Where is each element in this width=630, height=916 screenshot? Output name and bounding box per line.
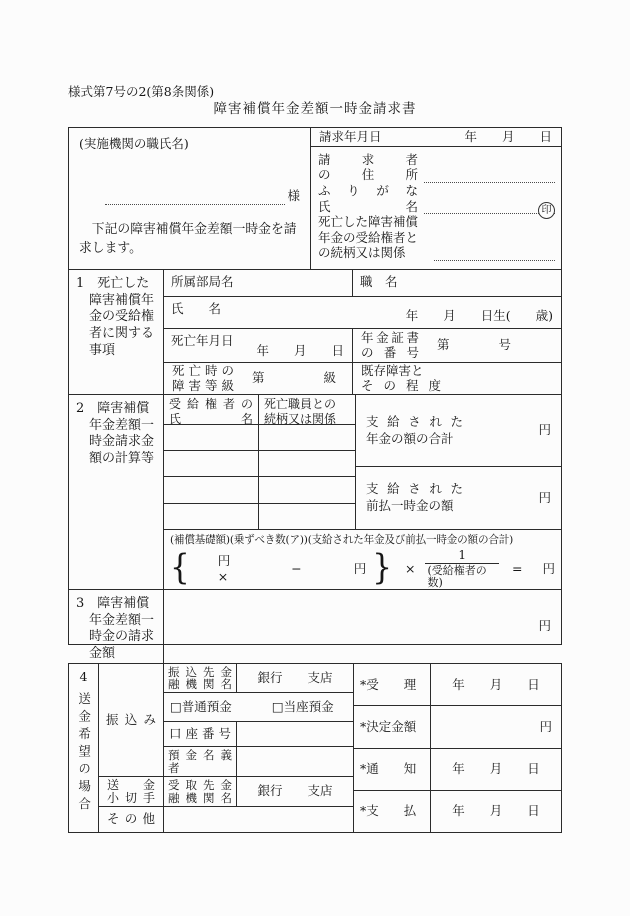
claimant-address-input[interactable] xyxy=(424,170,555,183)
death-date-label: 死亡年月日 xyxy=(171,332,234,348)
claimant-address-field xyxy=(318,152,555,183)
department-label: 所属部局名 xyxy=(164,270,353,296)
death-date-cell xyxy=(164,329,353,362)
other-input[interactable] xyxy=(164,807,353,832)
furikomi-block xyxy=(99,664,353,776)
beneficiary-name-cell[interactable] xyxy=(164,477,259,502)
paid-pension-cell xyxy=(356,395,561,467)
request-statement: 下記の障害補償年金差額一時金を請求します。 xyxy=(79,221,297,257)
disability-grade-cell xyxy=(164,363,353,394)
section1 xyxy=(69,269,561,394)
check-block xyxy=(99,776,353,806)
account-holder-row xyxy=(164,747,353,776)
admin-row-decided-amount: *決定金額 円 xyxy=(354,705,561,747)
formula-cell xyxy=(164,529,561,589)
other-block xyxy=(99,806,353,832)
deceased-name-label: 氏 名 xyxy=(171,301,222,317)
bank-row xyxy=(164,664,353,693)
claimant-address-label: 請求者 の住所 xyxy=(318,151,418,183)
paid-amounts xyxy=(356,395,561,529)
agency-name-row xyxy=(105,188,300,204)
existing-disability-cell xyxy=(353,363,561,394)
section4-label-col xyxy=(69,664,99,832)
brace-close: } xyxy=(372,548,392,589)
seal-mark: 印 xyxy=(538,202,555,219)
paid-pension-label: 支給された 年金の額の合計 xyxy=(366,413,463,446)
beneficiary-name-header: 受給権者の 氏名 xyxy=(164,395,259,424)
beneficiary-row xyxy=(164,424,355,450)
section3 xyxy=(69,589,561,663)
checkbox-ordinary-deposit[interactable]: □普通預金 xyxy=(170,698,232,714)
formula-line: { 円× − 円 } × $\frac{1}{\text{(受給権者の数)}}$ = 円 xyxy=(170,547,555,589)
beneficiary-row xyxy=(164,476,355,502)
section1-row-name xyxy=(164,296,561,327)
bank-value[interactable]: 銀行 支店 xyxy=(257,669,333,685)
receive-bank-label: 受取先金 融機関名 xyxy=(164,777,237,806)
beneficiary-relation-cell[interactable] xyxy=(259,451,355,476)
beneficiary-header xyxy=(164,395,355,424)
section4-number: 4 xyxy=(79,669,88,684)
claimant-box xyxy=(311,128,561,269)
claimant-name-label: ふりがな 氏名 xyxy=(318,182,418,214)
furikomi-label: 振込み xyxy=(99,664,164,776)
formula-caption: (補償基礎額)(乗ずべき数(ア))(支給された年金及び前払一時金の額の合計) xyxy=(170,533,514,546)
section1-label: 1 死亡した障害補償年金の受給権者に関する事項 xyxy=(69,270,164,394)
account-type-row xyxy=(164,693,353,722)
beneficiary-relation-header: 死亡職員との 続柄又は関係 xyxy=(264,397,337,426)
section2 xyxy=(69,394,561,589)
claimant-relation-field xyxy=(318,214,555,261)
admin-column xyxy=(354,664,561,832)
claimant-name-field xyxy=(318,183,555,214)
bank-label: 振込先金 融機関名 xyxy=(164,664,237,692)
formula-fraction: $\frac{1}{\text{(受給権者の数)}}$ xyxy=(425,549,499,589)
main-table xyxy=(68,127,562,661)
agency-name-input[interactable] xyxy=(105,191,285,205)
agency-cell xyxy=(69,128,311,269)
pension-cert-cell xyxy=(353,329,561,362)
pension-cert-number: 第 号 xyxy=(437,337,511,353)
disability-grade-value: 第 級 xyxy=(252,370,336,386)
section4-vertical-label: 送金希望の場合 xyxy=(76,692,92,815)
other-label: その他 xyxy=(99,807,164,832)
birth-date-value: 年 月 日生( 歳) xyxy=(405,308,553,324)
beneficiary-row xyxy=(164,450,355,476)
admin-row-receipt: *受 理 年 月 日 xyxy=(354,664,561,705)
brace-open: { xyxy=(170,548,190,589)
claim-date-value: 年 月 日 xyxy=(464,129,552,145)
claim-amount-cell[interactable] xyxy=(164,590,561,663)
claimant-relation-label: 死亡した障害補償 年金の受給権者と の続柄又は関係 xyxy=(318,214,419,261)
section1-row-death xyxy=(164,328,561,362)
existing-disability-label: 既存障害と その程度 xyxy=(361,362,441,394)
beneficiary-table xyxy=(164,395,356,529)
disability-grade-label: 死亡時の 障害等級 xyxy=(172,362,234,394)
remittance-table xyxy=(68,663,562,833)
account-number-input[interactable] xyxy=(237,722,353,746)
section3-label: 3 障害補償年金差額一時金の請求金額 xyxy=(69,590,164,663)
section2-label: 2 障害補償年金差額一時金請求金額の計算等 xyxy=(69,395,164,589)
page-title: 障害補償年金差額一時金請求書 xyxy=(213,101,417,117)
paid-advance-unit: 円 xyxy=(538,489,551,505)
beneficiary-name-cell[interactable] xyxy=(164,425,259,450)
paid-advance-cell xyxy=(356,467,561,529)
paid-pension-unit: 円 xyxy=(538,422,551,438)
claim-date-row xyxy=(311,128,561,147)
checkbox-current-deposit[interactable]: □当座預金 xyxy=(271,698,334,714)
admin-row-payment: *支 払 年 月 日 xyxy=(354,790,561,832)
section1-row-grade xyxy=(164,362,561,394)
header-row xyxy=(69,128,561,269)
check-label: 送金 小切手 xyxy=(99,777,164,806)
beneficiary-name-cell[interactable] xyxy=(164,504,259,529)
agency-label: (実施機関の職氏名) xyxy=(79,136,189,151)
account-holder-input[interactable] xyxy=(237,747,353,776)
claimant-name-input[interactable] xyxy=(424,201,555,214)
beneficiary-relation-cell[interactable] xyxy=(259,477,355,502)
admin-row-notice: *通 知 年 月 日 xyxy=(354,748,561,790)
sama-suffix: 様 xyxy=(287,188,300,204)
claimant-fields xyxy=(311,147,561,269)
receive-bank-value[interactable]: 銀行 支店 xyxy=(257,783,333,799)
paid-advance-label: 支給された 前払一時金の額 xyxy=(366,481,463,513)
claim-date-label: 請求年月日 xyxy=(319,129,382,145)
death-date-value: 年 月 日 xyxy=(256,342,344,358)
job-title-label: 職 名 xyxy=(360,274,398,289)
pension-cert-label: 年金証書 の番号 xyxy=(361,329,419,361)
beneficiary-relation-cell[interactable] xyxy=(259,425,355,450)
beneficiary-name-cell[interactable] xyxy=(164,451,259,476)
remittance-left xyxy=(99,664,354,832)
account-number-row xyxy=(164,722,353,747)
beneficiary-row xyxy=(164,503,355,529)
claim-amount-unit: 円 xyxy=(538,618,551,634)
section1-row-department xyxy=(164,270,561,296)
claimant-relation-input[interactable] xyxy=(434,248,555,261)
account-number-label: 口座番号 xyxy=(164,722,237,746)
form-number: 様式第7号の2(第8条関係) xyxy=(68,84,215,99)
beneficiary-relation-cell[interactable] xyxy=(259,504,355,529)
account-holder-label: 預金名義 者 xyxy=(164,747,237,776)
